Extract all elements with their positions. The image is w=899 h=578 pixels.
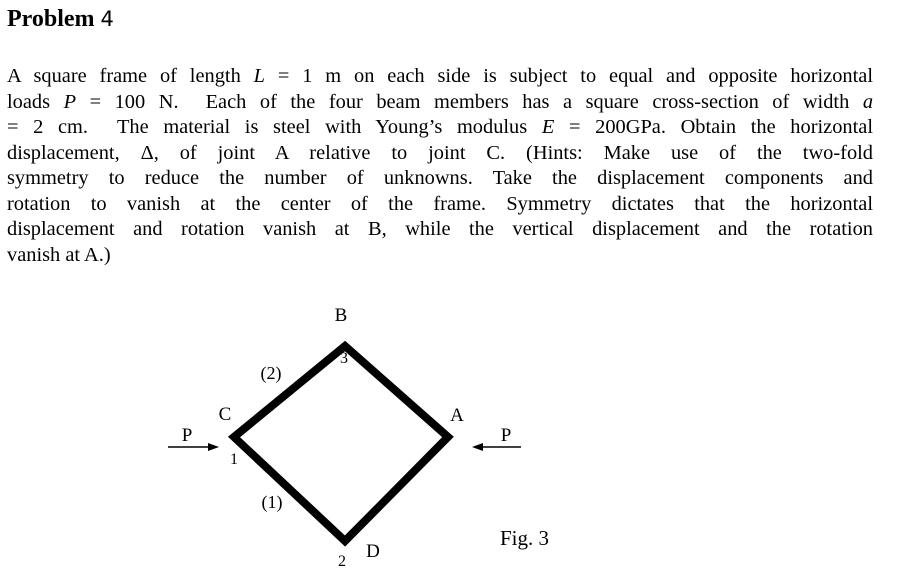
joint-label-b: B bbox=[334, 305, 348, 326]
statement-line-1: A square frame of length L = 1 m on each side is subject to equal and opposite horizontal bbox=[7, 65, 873, 87]
left-load-arrowhead bbox=[208, 443, 219, 451]
symbol-l: L bbox=[253, 65, 265, 87]
statement-line-5: symmetry to reduce the number of unknowns. Take the displacement components and bbox=[7, 167, 873, 189]
joint-label-d: D bbox=[366, 541, 380, 562]
statement-line-8: vanish at A.) bbox=[7, 243, 111, 266]
statement-line-3: = 2 cm. The material is steel with Young’s modulus E = 200GPa. Obtain the horizontal bbox=[7, 116, 873, 138]
node-label-2: 2 bbox=[338, 553, 346, 570]
problem-number: 4 bbox=[100, 7, 114, 31]
symbol-a: a bbox=[862, 90, 874, 113]
member-label-2: (2) bbox=[260, 363, 282, 383]
node-label-3: 3 bbox=[340, 350, 348, 367]
load-label-right: P bbox=[500, 425, 512, 446]
right-load-arrowhead bbox=[472, 443, 483, 451]
node-label-1: 1 bbox=[230, 451, 238, 468]
statement-line-4: displacement, Δ, of joint A relative to joint C. (Hints: Make use of the two-fold bbox=[7, 141, 873, 164]
statement-line-7: displacement and rotation vanish at B, while the vertical displacement and the rotation bbox=[7, 218, 873, 240]
joint-label-a: A bbox=[450, 405, 464, 426]
joint-label-c: C bbox=[218, 404, 232, 425]
statement-line-6: rotation to vanish at the center of the frame. Symmetry dictates that the horizontal bbox=[7, 192, 873, 215]
member-label-1: (1) bbox=[261, 492, 283, 512]
statement-line-2: loads P = 100 N. Each of the four beam members has a square cross-section of width a bbox=[7, 90, 874, 113]
symbol-p: P bbox=[63, 90, 77, 113]
load-label-left: P bbox=[181, 425, 193, 446]
symbol-e: E bbox=[541, 116, 555, 138]
figure-caption: Fig. 3 bbox=[500, 526, 550, 550]
problem-label: Problem bbox=[7, 6, 95, 32]
